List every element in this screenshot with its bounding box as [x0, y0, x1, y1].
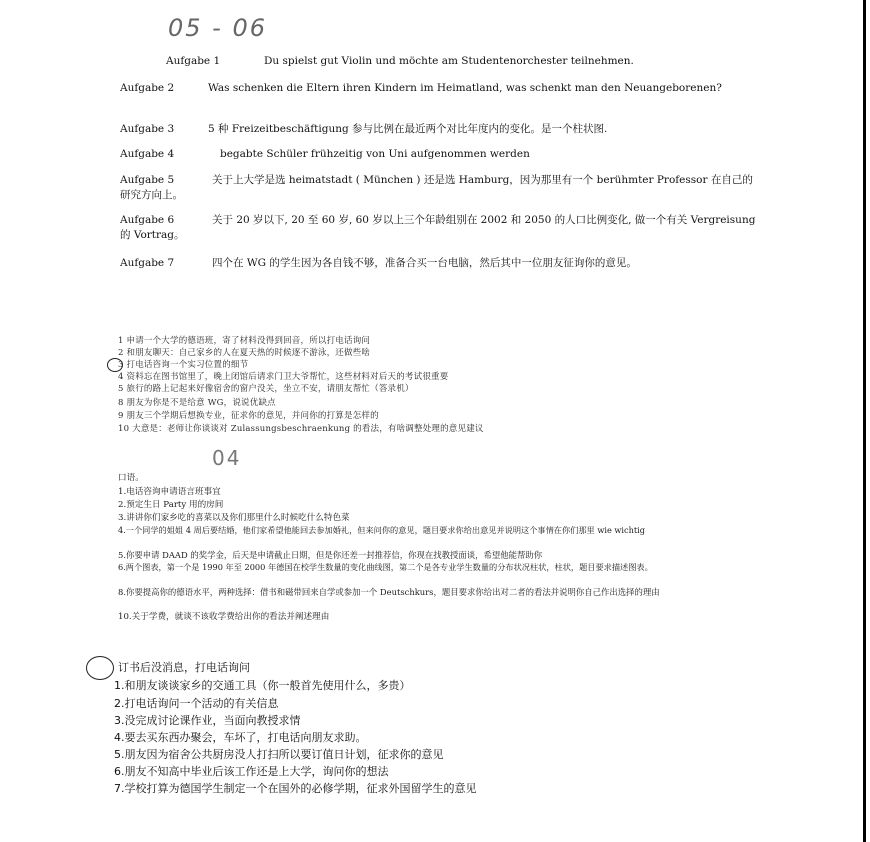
- section-heading: 口语。: [118, 473, 144, 483]
- list-item: 订书后没消息，打电话询问: [118, 661, 250, 674]
- list-item: 3.没完成讨论课作业，当面向教授求情: [114, 714, 301, 727]
- list-item: 1.和朋友谈谈家乡的交通工具（你一般首先使用什么，多贵）: [114, 679, 411, 692]
- aufgabe-label: Aufgabe 4: [120, 148, 175, 160]
- list-item: 7.学校打算为德国学生制定一个在国外的必修学期，征求外国留学生的意见: [114, 782, 477, 795]
- list-item: 4.要去买东西办聚会，车坏了，打电话向朋友求助。: [114, 731, 367, 744]
- list-item: 10 大意是：老师让你谈谈对 Zulassungsbeschraenkung 的看法，有啥调整处理的意见建议: [118, 424, 484, 434]
- list-item: 4 资料忘在图书馆里了，晚上闭馆后请求门卫大爷帮忙，这些材料对后天的考试很重要: [118, 372, 449, 382]
- list-item: 6.两个图表，第一个是 1990 年至 2000 年德国在校学生数量的变化曲线图，第二个是各专业学生数量的分布状况柱状，柱状，题目要求描述图表。: [118, 562, 653, 572]
- list-item: 5.你要申请 DAAD 的奖学金，后天是申请截止日期，但是你还差一封推荐信，你现在找教授面谈，希望他能帮助你: [118, 550, 543, 560]
- list-item: 3 打电话咨询一个实习位置的细节: [118, 360, 249, 370]
- list-item: 9 朋友三个学期后想换专业，征求你的意见，并问你的打算是怎样的: [118, 411, 379, 421]
- aufgabe-label: Aufgabe 5: [120, 174, 175, 186]
- aufgabe-label: Aufgabe 6: [120, 214, 175, 226]
- list-item: 5.朋友因为宿舍公共厨房没人打扫所以要订值日计划，征求你的意见: [114, 748, 444, 761]
- list-item: 2.打电话询问一个活动的有关信息: [114, 697, 279, 710]
- aufgabe-text: 关于 20 岁以下, 20 至 60 岁, 60 岁以上三个年龄组别在 2002 和 2050 的人口比例变化, 做一个有关 Vergreisung 的 Vortrag。: [120, 214, 756, 241]
- list-item: 8 朋友为你是不是给意 WG，说说优缺点: [118, 398, 276, 408]
- aufgabe-5: [120, 173, 762, 203]
- aufgabe-7: [120, 256, 762, 271]
- list-item: 4.一个同学的姐姐 4 周后要结婚，他们家希望他能回去参加婚礼，但来问你的意见，题目要求你给出意见并说明这个事情在你们那里 wie wichtig: [118, 525, 646, 535]
- handwritten-circled-mark: [86, 656, 114, 680]
- aufgabe-text: 四个在 WG 的学生因为各自钱不够，准备合买一台电脑，然后其中一位朋友征询你的意见。: [212, 257, 637, 269]
- aufgabe-2: [120, 81, 760, 96]
- aufgabe-label: Aufgabe 2: [120, 82, 175, 94]
- list-item: 1 申请一个大学的德语班，寄了材料没得到回音，所以打电话询问: [118, 336, 371, 346]
- aufgabe-6: [120, 213, 762, 243]
- aufgabe-label: Aufgabe 3: [120, 123, 175, 135]
- list-item: 2 和朋友聊天：自己家乡的人在夏天热的时候逐不游泳，还做些啥: [118, 348, 371, 358]
- aufgabe-label: Aufgabe 7: [120, 257, 175, 269]
- list-item: 10.关于学费，就谈不该收学费给出你的看法并阐述理由: [118, 612, 330, 622]
- aufgabe-3: [120, 122, 760, 137]
- handwritten-section-number: 04: [212, 446, 242, 470]
- aufgabe-1: [166, 54, 726, 69]
- aufgabe-text: begabte Schüler frühzeitig von Uni aufgenommen werden: [220, 148, 530, 160]
- list-item: 6.朋友不知高中毕业后该工作还是上大学，询问你的想法: [114, 765, 389, 778]
- aufgabe-text: Du spielst gut Violin und möchte am Studentenorchester teilnehmen.: [264, 55, 634, 67]
- list-item: 8.你要提高你的德语水平，两种选择：借书和磁带回来自学或参加一个 Deutschkurs，题目要求你给出对二者的看法并说明你自己作出选择的理由: [118, 587, 660, 597]
- list-item: 3.讲讲你们家乡吃的喜菜以及你们那里什么时候吃什么特色菜: [118, 513, 350, 523]
- aufgabe-4: [120, 147, 760, 162]
- list-item: 5 旅行的路上记起来好像宿舍的窗户没关，坐立不安，请朋友帮忙（答录机）: [118, 384, 414, 394]
- list-item: 1.电话咨询申请语言班事宜: [118, 487, 221, 497]
- aufgabe-text: 5 种 Freizeitbeschäftigung 参与比例在最近两个对比年度内的变化。是一个柱状图.: [208, 123, 608, 135]
- aufgabe-text: 关于上大学是选 heimatstadt ( München ) 还是选 Hamburg，因为那里有一个 berühmter Professor 在自己的研究方向上。: [120, 174, 753, 201]
- aufgabe-text: Was schenken die Eltern ihren Kindern im Heimatland, was schenkt man den Neuangeborenen?: [208, 82, 722, 94]
- aufgabe-label: Aufgabe 1: [166, 55, 221, 67]
- handwritten-header-number: 05 - 06: [168, 14, 267, 42]
- list-item: 2.预定生日 Party 用的房间: [118, 500, 224, 510]
- scan-edge-shadow: [863, 0, 866, 842]
